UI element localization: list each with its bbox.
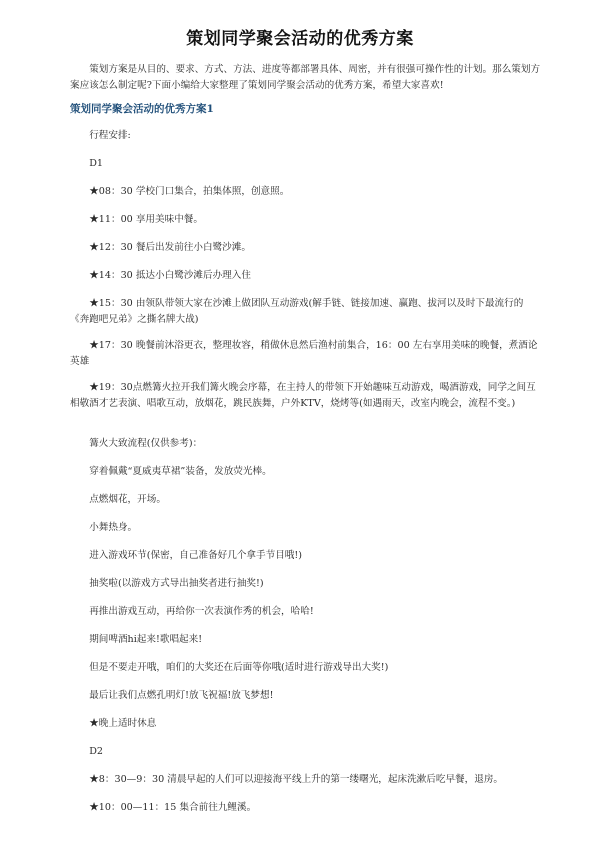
line-day-2: D2 (89, 746, 103, 757)
line-item: 期间啤酒hi起来!歌唱起来! (89, 634, 203, 645)
line-item: 进入游戏环节(保密，自己准备好几个拿手节目哦!) (89, 550, 302, 561)
line-item: ★08：30 学校门口集合，拍集体照，创意照。 (89, 186, 290, 197)
line-item: 抽奖啦(以游戏方式导出抽奖者进行抽奖!) (89, 578, 264, 589)
section-heading: 策划同学聚会活动的优秀方案1 (70, 103, 214, 115)
line-item: ★15：30 由领队带领大家在沙滩上做团队互动游戏(解手链、链接加速、赢跑、拔河以及时下最流行的《奔跑吧兄弟》之撕名牌大战) (70, 298, 524, 325)
line-schedule-label: 行程安排: (89, 130, 131, 141)
page-title: 策划同学聚会活动的优秀方案 (186, 29, 414, 49)
line-item: ★14：30 抵达小白鹭沙滩后办理入住 (89, 270, 251, 281)
line-item: ★19：30点燃篝火拉开我们篝火晚会序幕，在主持人的带领下开始趣味互动游戏，喝酒游戏，同学之间互相敬酒才艺表演、唱歌互动，放烟花，跳民族舞，户外KTV，烧烤等(如遇雨天，改室内晚会，流程不变。) (70, 382, 536, 409)
line-day-1: D1 (89, 158, 103, 169)
line-item: ★8：30—9：30 清晨早起的人们可以迎接海平线上升的第一缕曙光，起床洗漱后吃早餐，退房。 (89, 774, 504, 785)
line-item: 穿着佩戴“夏威夷草裙”装备，发放荧光棒。 (89, 466, 272, 477)
line-item: 再推出游戏互动，再给你一次表演作秀的机会，哈哈! (89, 606, 314, 617)
line-item: ★12：30 餐后出发前往小白鹭沙滩。 (89, 242, 251, 253)
line-item: 点燃烟花，开场。 (89, 494, 166, 505)
intro-paragraph: 策划方案是从目的、要求、方式、方法、进度等都部署具体、周密，并有很强可操作性的计划。那么策划方案应该怎么制定呢?下面小编给大家整理了策划同学聚会活动的优秀方案，希望大家喜欢! (70, 64, 541, 91)
line-item: 最后让我们点燃孔明灯!放飞祝福!放飞梦想! (89, 690, 274, 701)
line-item: ★10：00—11：15 集合前往九鲤溪。 (89, 802, 257, 813)
line-item: ★17：30 晚餐前沐浴更衣，整理妆容，稍做休息然后渔村前集合，16：00 左右享用美味的晚餐，煮酒论英雄 (70, 340, 538, 367)
line-item: ★晚上适时休息 (89, 718, 157, 729)
line-item: ★11：00 享用美味中餐。 (89, 214, 203, 225)
line-item: 小舞热身。 (89, 522, 138, 533)
line-item: 但是不要走开哦，咱们的大奖还在后面等你哦(适时进行游戏导出大奖!) (89, 662, 389, 673)
line-bonfire-heading: 篝火大致流程(仅供参考)： (89, 438, 203, 449)
